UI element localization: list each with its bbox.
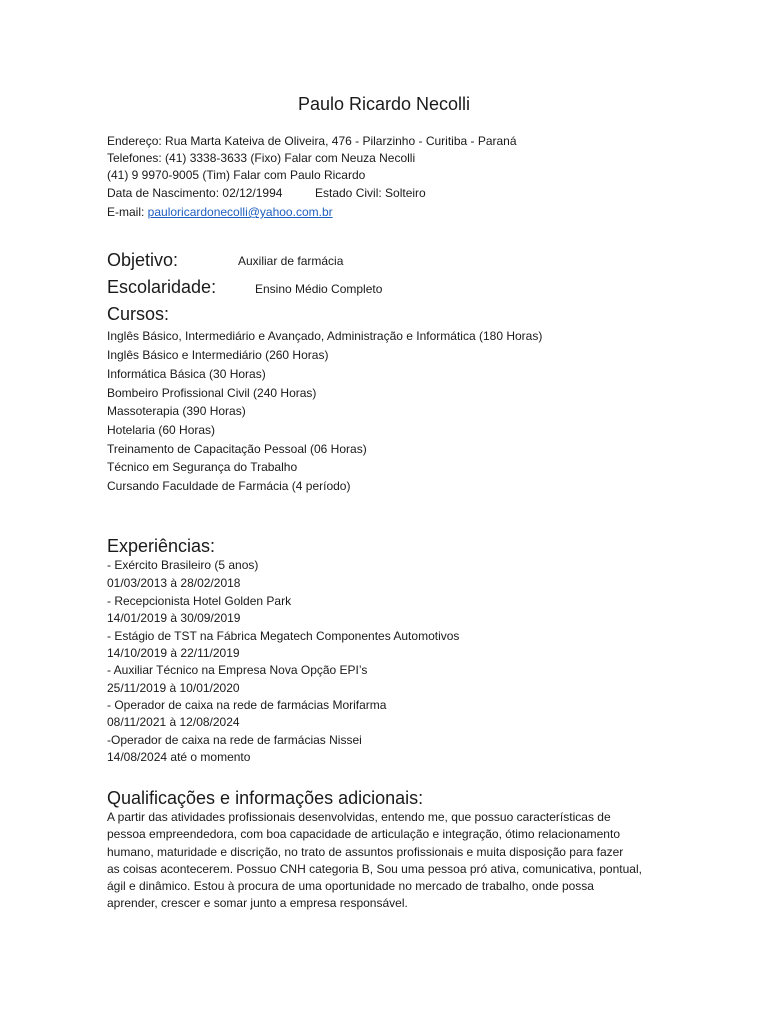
experience-item: - Operador de caixa na rede de farmácias Morifarma xyxy=(107,698,387,712)
experience-item: 14/08/2024 até o momento xyxy=(107,750,251,764)
paragraph-line: aprender, crescer e somar junto a empresa responsável. xyxy=(107,896,408,911)
objective-heading: Objetivo: xyxy=(107,250,179,270)
course-item: Massoterapia (390 Horas) xyxy=(107,404,246,418)
paragraph-line: as coisas acontecerem. Possuo CNH categoria B, Sou uma pessoa pró ativa, comunicativa, pontual, xyxy=(107,861,642,876)
experience-item: 25/11/2019 à 10/01/2020 xyxy=(107,681,240,695)
experience-item: - Recepcionista Hotel Golden Park xyxy=(107,594,292,608)
experience-item: - Auxiliar Técnico na Empresa Nova Opção EPI’s xyxy=(107,663,368,677)
courses-heading: Cursos: xyxy=(107,304,170,324)
address-line: Endereço: Rua Marta Kateiva de Oliveira, 476 - Pilarzinho - Curitiba - Paraná xyxy=(107,134,517,148)
experience-item: -Operador de caixa na rede de farmácias Nissei xyxy=(107,733,362,747)
objective-value: Auxiliar de farmácia xyxy=(238,254,344,268)
experience-item: - Estágio de TST na Fábrica Megatech Componentes Automotivos xyxy=(107,629,460,643)
course-item: Técnico em Segurança do Trabalho xyxy=(107,460,298,474)
experience-item: 14/01/2019 à 30/09/2019 xyxy=(107,611,241,625)
paragraph-line: ágil e dinâmico. Estou à procura de uma oportunidade no mercado de trabalho, onde possa xyxy=(107,879,594,894)
course-item: Inglês Básico e Intermediário (260 Horas) xyxy=(107,348,329,362)
experience-item: 14/10/2019 à 22/11/2019 xyxy=(107,646,240,660)
experience-heading: Experiências: xyxy=(107,536,216,556)
course-item: Informática Básica (30 Horas) xyxy=(107,367,266,381)
education-heading: Escolaridade: xyxy=(107,277,217,297)
email-line xyxy=(107,204,333,221)
qualifications-paragraph xyxy=(107,809,667,913)
education-value: Ensino Médio Completo xyxy=(255,282,383,296)
email-link[interactable]: pauloricardonecolli@yahoo.com.br xyxy=(147,205,333,219)
paragraph-line: A partir das atividades profissionais desenvolvidas, entendo me, que possuo características de xyxy=(107,810,611,824)
qualifications-heading: Qualificações e informações adicionais: xyxy=(107,788,424,808)
resume-name: Paulo Ricardo Necolli xyxy=(297,94,471,114)
email-label: E-mail: xyxy=(107,205,148,219)
course-item: Inglês Básico, Intermediário e Avançado, Administração e Informática (180 Horas) xyxy=(107,329,543,343)
phone-line-1: Telefones: (41) 3338-3633 (Fixo) Falar com Neuza Necolli xyxy=(107,151,416,165)
course-item: Bombeiro Profissional Civil (240 Horas) xyxy=(107,386,317,400)
course-item: Treinamento de Capacitação Pessoal (06 Horas) xyxy=(107,442,367,456)
birth-date: Data de Nascimento: 02/12/1994 xyxy=(107,186,283,200)
paragraph-line: pessoa empreendedora, com boa capacidade de articulação e integração, ótimo relacionamento xyxy=(107,827,620,842)
course-item: Hotelaria (60 Horas) xyxy=(107,423,216,437)
experience-item: 08/11/2021 à 12/08/2024 xyxy=(107,715,240,729)
paragraph-line: humano, maturidade e discrição, no trato de assuntos profissionais e muita disposição para fazer xyxy=(107,844,624,859)
experience-item: - Exército Brasileiro (5 anos) xyxy=(107,558,259,572)
course-item: Cursando Faculdade de Farmácia (4 período) xyxy=(107,479,351,493)
phone-line-2: (41) 9 9970-9005 (Tim) Falar com Paulo Ricardo xyxy=(107,168,366,182)
experience-item: 01/03/2013 à 28/02/2018 xyxy=(107,576,241,590)
civil-status: Estado Civil: Solteiro xyxy=(315,186,426,200)
